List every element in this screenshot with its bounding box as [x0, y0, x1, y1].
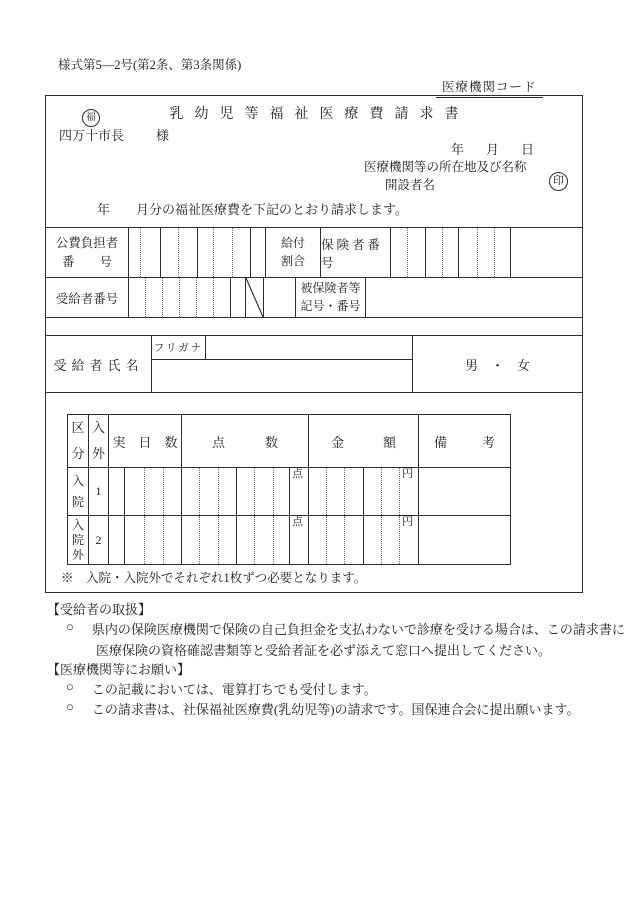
- detail-row-outpatient: [68, 515, 510, 564]
- payer-number-label: 公費負担者 番 号: [46, 228, 129, 277]
- points-digit-cell: [255, 516, 274, 564]
- payer-digit-cell: [198, 228, 214, 277]
- insurer-digit-cell: [459, 228, 478, 277]
- insurer-digit-cell: [443, 228, 459, 277]
- points-digit-cell: [219, 516, 237, 564]
- medical-institution-code-label: 医療機関コード: [436, 77, 543, 98]
- recipient-name-row: [46, 335, 582, 393]
- amount-digit-cell: [309, 516, 327, 564]
- payer-digit-cell: [161, 228, 179, 277]
- points-unit-cell: [290, 468, 309, 515]
- points-header: 点 数: [182, 415, 309, 467]
- name-value-cell: [152, 360, 412, 392]
- spacer-row: [46, 317, 582, 335]
- claim-sentence: [97, 199, 408, 218]
- insured-symbol-value-cell: [366, 278, 582, 317]
- recipient-digit-cell: [214, 278, 231, 317]
- points-digit-cell: [237, 468, 255, 515]
- recipient-digit-cell: [180, 278, 197, 317]
- benefit-ratio-label: 給付 割合: [266, 228, 321, 277]
- amount-digit-cell: [364, 468, 382, 515]
- yen-unit-label: 円: [402, 468, 413, 480]
- payer-digit-cell: [141, 228, 161, 277]
- points-unit-cell: [290, 516, 309, 564]
- days-header: 実 日 数: [109, 415, 182, 467]
- instruction-line: ○ この記載においては、電算打ちでも受付します。: [66, 679, 377, 697]
- furigana-label: フリガナ: [152, 336, 206, 359]
- amount-digit-cell: [364, 516, 382, 564]
- days-digit-cell: [145, 468, 164, 515]
- days-digit-cell: [125, 516, 145, 564]
- days-digit-cell: [109, 468, 125, 515]
- points-digit-cell: [182, 468, 200, 515]
- days-digit-cell: [164, 516, 182, 564]
- insurer-blank-cell: [511, 228, 582, 277]
- detail-row-inpatient: [68, 467, 510, 515]
- recipient-blank-cell: [264, 278, 296, 317]
- recipient-digit-cell: [197, 278, 214, 317]
- insurer-number-label: 保険者番号: [321, 228, 391, 277]
- points-unit-label: 点: [292, 468, 303, 480]
- inout-header: 入外: [89, 415, 109, 467]
- amount-digit-cell: [327, 516, 345, 564]
- detail-header-row: [68, 415, 510, 467]
- sex-cell: 男 ・ 女: [464, 357, 530, 373]
- inout-code-cell: 1: [89, 468, 109, 515]
- recipient-digit-cell: [129, 278, 146, 317]
- recipient-spacer-cell: [231, 278, 246, 317]
- category-header: 区分: [68, 415, 89, 467]
- claim-text: 月分の福祉医療費を下記のとおり請求します。: [136, 202, 408, 217]
- insurer-digit-cell: [478, 228, 495, 277]
- payer-digit-cell: [129, 228, 141, 277]
- recipient-digit-cell: [146, 278, 163, 317]
- circled-fuku-icon: 福: [82, 109, 100, 127]
- amount-unit-cell: [400, 468, 419, 515]
- category-cell: 入院: [68, 468, 89, 515]
- detail-table: [67, 414, 511, 565]
- founder-label: 開設者名: [385, 178, 436, 192]
- date-year-label: 年: [451, 142, 465, 157]
- form-title: 乳幼児等福祉医療費請求書: [169, 107, 470, 122]
- recipient-digit-cell: [163, 278, 180, 317]
- amount-digit-cell: [345, 468, 364, 515]
- insured-symbol-label: 被保険者等 記号・番号: [296, 278, 366, 317]
- claim-year-label: 年: [97, 202, 111, 217]
- amount-digit-cell: [327, 468, 345, 515]
- instruction-line: ○ この請求書は、社保福祉医療費(乳幼児等)の請求です。国保連合会に提出願います。: [66, 699, 580, 717]
- amount-digit-cell: [382, 516, 400, 564]
- insurer-digit-cell: [408, 228, 426, 277]
- org-address-label: 医療機関等の所在地及び名称: [364, 160, 527, 174]
- date-day-label: 日: [520, 142, 534, 157]
- recipient-number-label: 受給者番号: [46, 278, 129, 317]
- points-digit-cell: [255, 468, 274, 515]
- points-digit-cell: [274, 516, 290, 564]
- points-unit-label: 点: [292, 516, 303, 528]
- amount-digit-cell: [309, 468, 327, 515]
- info-table: [46, 227, 582, 393]
- points-digit-cell: [219, 468, 237, 515]
- payer-digit-cell: [233, 228, 251, 277]
- form-number: 様式第5―2号(第2条、第3条関係): [58, 58, 242, 72]
- section1-title: 【受給者の取扱】: [47, 602, 152, 617]
- remarks-cell: [419, 516, 510, 564]
- days-digit-cell: [125, 468, 145, 515]
- yen-unit-label: 円: [402, 516, 413, 528]
- bullet-icon: ○: [66, 619, 74, 634]
- days-digit-cell: [145, 516, 164, 564]
- amount-unit-cell: [400, 516, 419, 564]
- remarks-cell: [419, 468, 510, 515]
- points-digit-cell: [274, 468, 290, 515]
- payer-digit-cell: [214, 228, 233, 277]
- date-line: [451, 139, 534, 158]
- section2-title: 【医療機関等にお願い】: [47, 662, 191, 677]
- points-digit-cell: [237, 516, 255, 564]
- sheet-note: ※ 入院・入院外でそれぞれ1枚ずつ必要となります。: [61, 571, 367, 585]
- payer-spacer-cell: [251, 228, 266, 277]
- days-digit-cell: [109, 516, 125, 564]
- instruction-line: ○ 県内の保険医療機関で保険の自己負担金を支払わないで診療を受ける場合は、この請求書に: [66, 619, 625, 637]
- recipient-slash-cell: [246, 278, 264, 317]
- insurer-digit-cell: [495, 228, 511, 277]
- bullet-icon: ○: [66, 699, 74, 714]
- name-entry-area: [152, 336, 413, 392]
- points-digit-cell: [182, 516, 200, 564]
- amount-digit-cell: [382, 468, 400, 515]
- date-month-label: 月: [485, 142, 499, 157]
- days-digit-cell: [164, 468, 182, 515]
- remarks-header: 備 考: [434, 434, 495, 450]
- bullet-icon: ○: [66, 679, 74, 694]
- recipient-number-row: [46, 277, 582, 317]
- inout-code-cell: 2: [89, 516, 109, 564]
- payer-number-row: [46, 227, 582, 277]
- furigana-value-cell: [206, 336, 412, 359]
- points-digit-cell: [200, 468, 219, 515]
- points-digit-cell: [200, 516, 219, 564]
- furigana-row: [152, 336, 412, 360]
- addressee-honorific: 様: [156, 128, 170, 143]
- payer-digit-cell: [179, 228, 198, 277]
- amount-digit-cell: [345, 516, 364, 564]
- instruction-line: 医療保険の資格確認書類等と受給者証を必ず添えて窓口へ提出してください。: [96, 643, 552, 658]
- category-cell: 入院外: [68, 516, 89, 564]
- form-frame: [45, 95, 583, 593]
- recipient-name-label: 受給者氏名: [46, 336, 152, 392]
- insurer-digit-cell: [426, 228, 443, 277]
- seal-icon: 印: [549, 172, 568, 191]
- addressee: 四万十市長: [59, 128, 125, 143]
- insurer-digit-cell: [391, 228, 408, 277]
- amount-header: 金 額: [309, 415, 419, 467]
